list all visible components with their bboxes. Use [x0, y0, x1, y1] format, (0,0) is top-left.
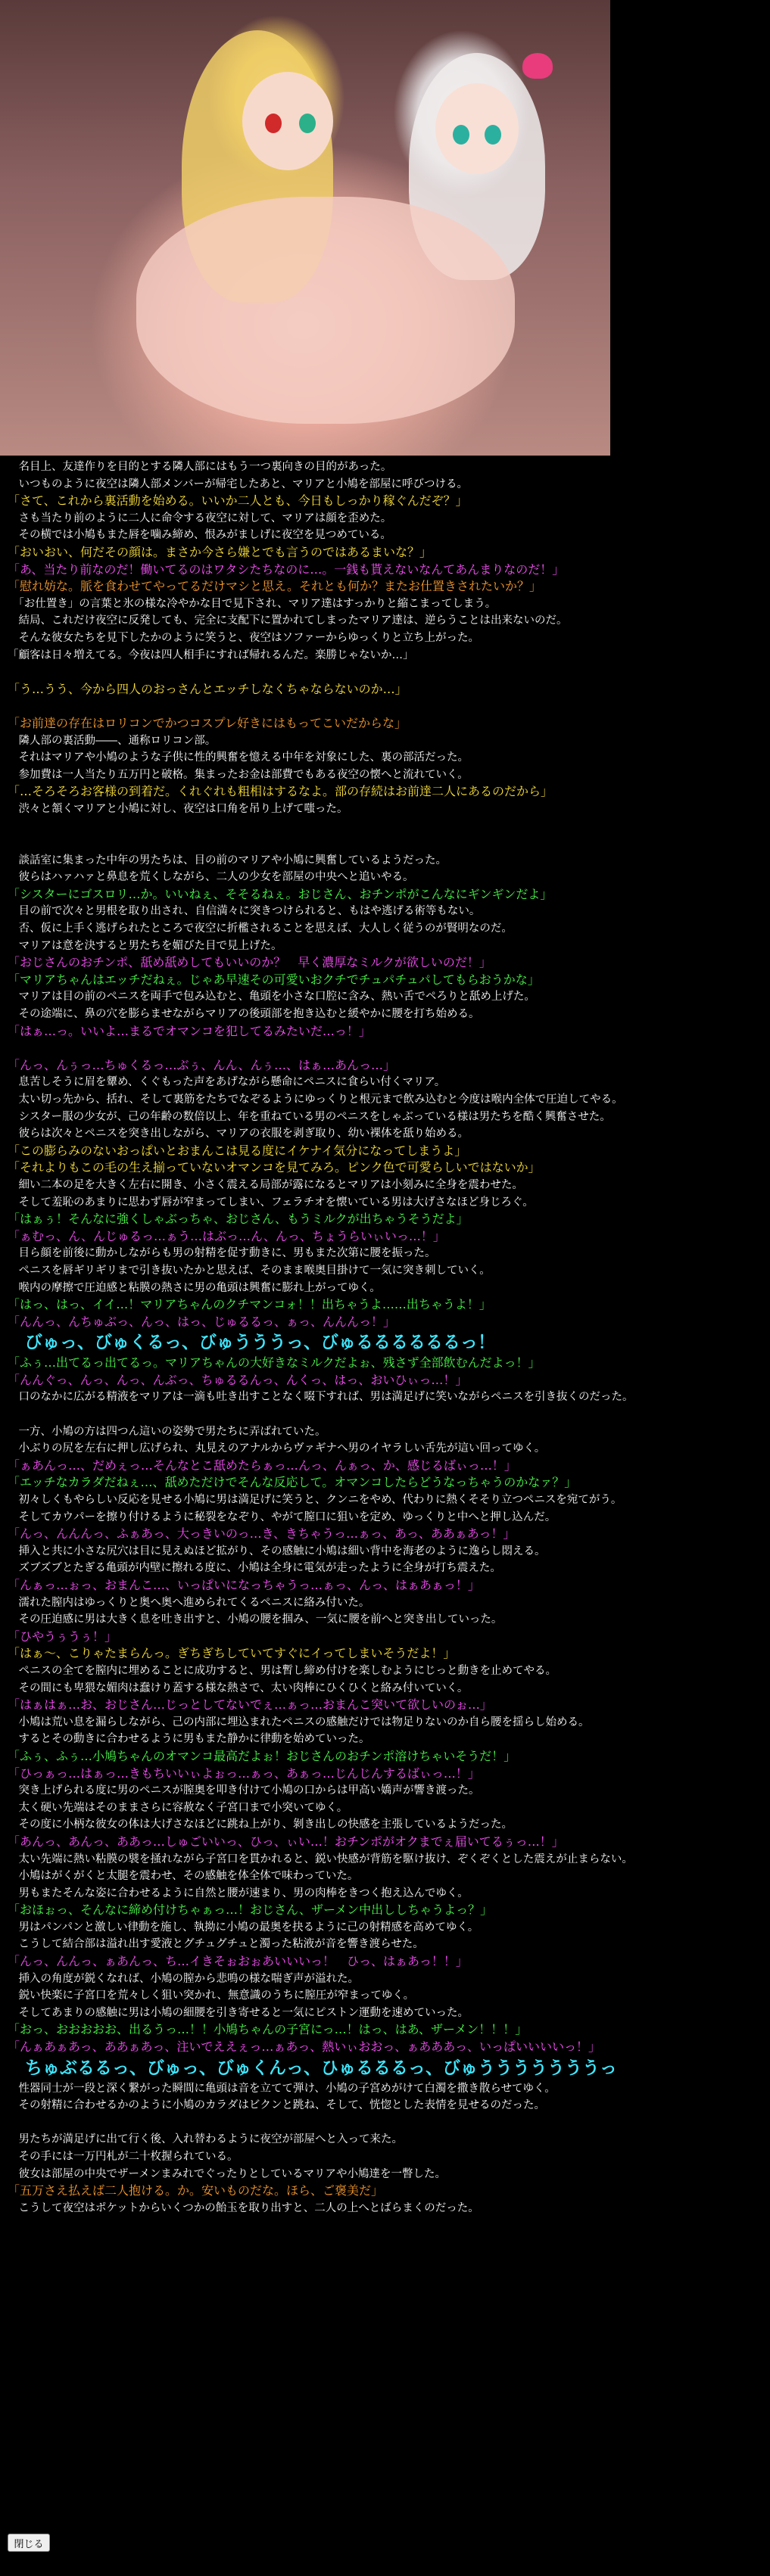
dialogue-line: 「おっ、おおおおお、出るうっ…！！小鳩ちゃんの子宮にっ…！はっ、はあ、ザーメン！！！」	[8, 2022, 528, 2037]
dialogue-line: 「んぁっ…ぉっ、おまんこ…、いっぱいになっちゃうっ…ぁっ、んっ、はぁあぁっ！」	[8, 1578, 480, 1592]
narration-line: さも当たり前のように二人に命令する夜空に対して、マリアは顔を歪めた。	[8, 512, 392, 524]
narration-line: そしてあまりの感触に男は小鳩の細腰を引き寄せると一気にピストン運動を速めていった。	[8, 2006, 469, 2019]
narration-line: 太く硬い先端はそのままさらに容赦なく子宮口まで小突いてゆく。	[8, 1801, 348, 1814]
narration-line: シスター服の少女が、己の年齢の数倍以上、年を重ねている男のペニスをしゃぶっている様は男たちを酷く興奮させた。	[8, 1110, 611, 1123]
narration-line: 「お仕置き」の言葉と氷の様な冷やかな目で見下され、マリア達はすっかりと縮こまってしまう。	[8, 597, 497, 610]
narration-line: 挿入の角度が鋭くなれば、小鳩の膣から悲鳴の様な喘ぎ声が溢れた。	[8, 1972, 359, 1985]
narration-line: 息苦しそうに眉を顰め、くぐもった声をあげながら懸命にペニスに食らい付くマリア。	[8, 1076, 446, 1089]
blonde-face	[242, 72, 333, 170]
heart-ribbon-icon	[522, 53, 553, 79]
narration-line: 小鳩はがくがくと太腿を震わせ、その感触を体全体で味わっていた。	[8, 1870, 359, 1883]
narration-line: そんな彼女たちを見下したかのように笑うと、夜空はソファーからゆっくりと立ち上がった。	[8, 631, 480, 644]
dialogue-line: 「ひっぁっ…はぁっ…きもちいいぃよぉっ…ぁっ、あぁっ…じんじんするばぃっ…！」	[8, 1766, 480, 1781]
narration-line: 目ら顔を前後に動かしながらも男の射精を促す動きに、男もまた次第に腰を振った。	[8, 1247, 436, 1260]
red-eye	[265, 114, 282, 133]
narration-line: 突き上げられる度に男のペニスが膣奥を叩き付けて小鳩の口からは甲高い嬌声が響き渡った。	[8, 1784, 480, 1797]
dialogue-line: 「ぁあんっ…、だめぇっ…そんなとこ舐めたらぁっ…んっ、んぁっ、か、感じるばぃっ…！」	[8, 1458, 516, 1473]
dialogue-line: 「ふぅ…出てるっ出てるっ。マリアちゃんの大好きなミルクだよぉ、残さず全部飲むんだよっ！」	[8, 1355, 541, 1370]
dialogue-line: 「おほぉっ、そんなに締め付けちゃぁっ…！おじさん、ザーメン中出ししちゃうよっ？」	[8, 1902, 493, 1918]
teal-eye-right	[485, 125, 501, 145]
narration-line: 初々しくもやらしい反応を見せる小鳩に男は満足げに笑うと、クンニをやめ、代わりに熱くそそり立つペニスを宛てがう。	[8, 1494, 622, 1507]
narration-line: 男もまたそんな姿に合わせるように自然と腰が速まり、男の肉棒をきつく抱え込んでゆく。	[8, 1887, 469, 1899]
green-eye	[299, 114, 316, 133]
narration-line: マリアは意を決すると男たちを媚びた目で見上げた。	[8, 939, 282, 952]
narration-line: いつものように夜空は隣人部メンバーが帰宅したあと、マリアと小鳩を部屋に呼びつける。	[8, 478, 468, 490]
narration-line: 彼らは次々とペニスを突き出しながら、マリアの衣服を剥ぎ取り、幼い裸体を舐り始める。	[8, 1128, 469, 1140]
narration-line: 男たちが満足げに出て行く後、入れ替わるように夜空が部屋へと入って来た。	[8, 2133, 403, 2146]
dialogue-line: 「この膨らみのないおっぱいとおまんこは見る度にイケナイ気分になってしまうよ」	[8, 1143, 467, 1158]
dialogue-line: 「はぁ…っ。いいよ…まるでオマンコを犯してるみたいだ…っ！」	[8, 1023, 371, 1038]
narration-line: 談話室に集まった中年の男たちは、目の前のマリアや小鳩に興奮しているようだった。	[8, 854, 447, 866]
narration-line: その途端に、鼻の穴を膨らませながらマリアの後頭部を抱き込むと緩やかに腰を打ち始める。	[8, 1008, 480, 1020]
narration-line: 濡れた膣内はゆっくりと奥へ奥へ進められてくるペニスに絡み付いた。	[8, 1596, 370, 1609]
narration-line: 参加費は一人当たり五万円と破格。集まったお金は部費でもある夜空の懐へと流れていく。	[8, 768, 469, 781]
narration-line: そしてカウパーを擦り付けるように秘裂をなぞり、やがて膣口に狙いを定め、ゆっくりと中へと押し込んだ。	[8, 1510, 556, 1523]
blank-line	[8, 2114, 765, 2132]
illustration	[0, 0, 610, 456]
narration-line: 目の前で次々と男根を取り出され、自信満々に突きつけられると、もはや逃げる術等もない。	[8, 905, 481, 918]
dialogue-line: 「んぁあぁあっ、ああぁあっ、注いでええぇっ…ぁあっ、熱いぃおおっ、ぁあああっ、いっぱいいいいっ！」	[8, 2039, 601, 2055]
narration-line: その手には一万円札が二十枚握られている。	[8, 2151, 238, 2163]
narration-line: 挿入と共に小さな尻穴は目に見えぬほど拡がり、その感触に小鳩は細い背中を海老のように逸らし悶える。	[8, 1545, 546, 1557]
figures	[136, 197, 515, 424]
dialogue-line: 「シスターにゴスロリ…か。いいねぇ、そそるねぇ。おじさん、おチンポがこんなにギンギンだよ」	[8, 886, 553, 901]
sound-effect-line: ちゅぶるるっ、びゅっ、びゅくんっ、ひゅるるるっ、びゅうううううううっ	[8, 2058, 617, 2078]
dialogue-line: 「はぁはぁ…お、おじさん…じっとしてないでぇ…ぁっ…おまんこ突いて欲しいのぉ…」	[8, 1697, 492, 1713]
narration-line: 小鳩は荒い息を漏らしながら、己の内部に埋込まれたペニスの感触だけでは物足りないのか自ら腰を揺らし始める。	[8, 1716, 590, 1728]
dialogue-line: 「んんっ、んちゅぶっ、んっ、はっ、じゅるるっ、ぁっ、んんんっ！」	[8, 1314, 396, 1329]
dialogue-line: 「あんっ、あんっ、ああっ…しゅごいいっ、ひっ、ぃい…！おチンポがオクまでぇ届いてるぅっ…！」	[8, 1834, 564, 1849]
narration-line: ペニスを唇ギリギリまで引き抜いたかと思えば、そのまま喉奥目掛けて一気に突き刺していく。	[8, 1264, 491, 1277]
narration-line: 渋々と頷くマリアと小鳩に対し、夜空は口角を吊り上げて嗤った。	[8, 802, 348, 815]
blank-line	[8, 664, 765, 681]
dialogue-line: 「慰れ妨な。脈を食わせてやってるだけマシと思え。それとも何か？またお仕置きされたいか？」	[8, 579, 541, 594]
narration-line: 太い先端に熱い粘膜の襞を掻れながら子宮口を貫かれると、鋭い快感が背筋を駆け抜け、ぞくぞくとした震えが止まらない。	[8, 1853, 633, 1865]
dialogue-line: 「う…うう、今から四人のおっさんとエッチしなくちゃならないのか…」	[8, 681, 407, 696]
narration-line: その射精に合わせるかのように小鳩のカラダはビクンと跳ね、そして、恍惚とした表情を見せるのだった。	[8, 2099, 546, 2112]
blank-line	[8, 1040, 765, 1057]
blank-line	[8, 817, 765, 835]
dialogue-line: 「ぁむっ、ん、んじゅるっ…ぁう…はぶっ…ん、んっ、ちょうらいぃいっ…！」	[8, 1228, 445, 1243]
dialogue-line: 「ひやうぅうぅ！」	[8, 1629, 117, 1644]
narration-line: 太い切っ先から、括れ、そして裏筋をたちでなぞるようにゆっくりと根元まで飲み込むと今度は喉内全体で圧迫してやる。	[8, 1093, 623, 1106]
narration-line: 鋭い快楽に子宮口を荒々しく狙い突かれ、無意識のうちに膣圧が窄まってゆく。	[8, 1990, 415, 2002]
story-text	[8, 459, 765, 2217]
sound-effect-line: びゅっ、びゅくるっ、びゅうううっ、びゅるるるるるるっ！	[8, 1333, 495, 1353]
dialogue-line: 「エッチなカラダだねぇ…、舐めただけでそんな反応して。オマンコしたらどうなっちゃうのかなァ？」	[8, 1475, 577, 1490]
blank-line	[8, 835, 765, 852]
narration-line: それはマリアや小鳩のような子供に性的興奮を憶える中年を対象にした、裏の部活だった。	[8, 751, 469, 764]
narration-line: 結局、これだけ夜空に反発しても、完全に支配下に置かれてしまったマリア達は、逆らうことは出来ないのだ。	[8, 614, 568, 627]
dialogue-line: 「あ、当たり前なのだ！働いてるのはワタシたちなのに…。一銭も貰えないなんてあんまりなのだ！」	[8, 562, 565, 577]
narration-line: 小ぶりの尻を左右に押し広げられ、丸見えのアナルからヴァギナへ男のイヤラしい舌先が這い回ってゆく。	[8, 1442, 546, 1455]
dialogue-line: 「さて、これから裏活動を始める。いいか二人とも、今日もしっかり稼ぐんだぞ？」	[8, 493, 468, 509]
narration-line: そして羞恥のあまりに思わず唇が窄まってしまい、フェラチオを懐いている男は大げさなほど身じろぐ。	[8, 1196, 534, 1209]
narration-line: 彼女は部屋の中央でザーメンまみれでぐったりとしているマリアや小鳩達を一瞥した。	[8, 2167, 446, 2180]
narration-line: 性器同士が一段と深く繋がった瞬間に亀頭は音を立てて弾け、小鳩の子宮めがけて白濁を撒き散らせてゆく。	[8, 2082, 556, 2095]
narration-line: その横では小鳩もまた唇を噛み締め、恨みがましげに夜空を見つめている。	[8, 529, 391, 542]
dialogue-line: 「んんぐっ、んっ、んっ、んぶっ、ちゅるるんっ、んくっ、はっ、おいひぃっ…！」	[8, 1372, 468, 1387]
dialogue-line: 「ふぅ、ふぅ…小鳩ちゃんのオマンコ最高だよぉ！おじさんのおチンポ溶けちゃいそうだ！」	[8, 1748, 516, 1763]
narration-line: 細い二本の足を大きく左右に開き、小さく震える局部が露になるとマリアは小刻みに全身を震わせた。	[8, 1178, 523, 1191]
dialogue-line: 「五万さえ払えば二人抱ける。か。安いものだな。ほら、ご褒美だ」	[8, 2183, 384, 2198]
narration-line: 隣人部の裏活動――、通称ロリコン部。	[8, 734, 217, 747]
blank-line	[8, 1406, 765, 1423]
dialogue-line: 「はぁ～、こりゃたまらんっ。ぎちぎちしていてすぐにイってしまいそうだよ！」	[8, 1646, 456, 1661]
narration-line: 喉内の摩擦で圧迫感と粘膜の熱さに男の亀頭は興奮に膨れ上がってゆく。	[8, 1281, 381, 1294]
narration-line: ペニスの全てを膣内に埋めることに成功すると、男は暫し締め付けを楽しむようにじっと動きを止めてやる。	[8, 1664, 556, 1677]
narration-line: 男はパンパンと激しい律動を施し、執拗に小鳩の最奥を抉るように己の射精感を高めてゆく。	[8, 1921, 479, 1934]
dialogue-line: 「んっ、んんっ、ぁあんっ、ち…イきそぉおぉあいいいっ！ ひっ、はぁあっ！！」	[8, 1954, 468, 1969]
narration-line: 口のなかに広がる精液をマリアは一滴も吐き出すことなく啜下すれば、男は満足げに笑いながらペニスを引き抜くのだった。	[8, 1391, 634, 1404]
narration-line: 「顧客は日々増えてる。今夜は四人相手にすれば帰れるんだ。楽勝じゃないか…」	[8, 649, 414, 661]
dialogue-line: 「マリアちゃんはエッチだねぇ。じゃあ早速その可愛いおクチでチュパチュパしてもらおうかな」	[8, 972, 540, 987]
narration-line: ズブズブとたぎる亀頭が内壁に擦れる度に、小鳩は全身に電気が走ったように全身が打ち震えた。	[8, 1562, 501, 1575]
dialogue-line: 「はっ、はっ、イイ…！マリアちゃんのクチマンコォ！！出ちゃうよ……出ちゃうよ！」	[8, 1297, 491, 1312]
dialogue-line: 「おいおい、何だその顔は。まさか今さら嫌とでも言うのではあるまいな？」	[8, 544, 432, 559]
narration-line: マリアは目の前のペニスを両手で包み込むと、亀頭を小さな口腔に含み、熱い舌でペろりと舐め上げた。	[8, 991, 535, 1003]
dialogue-line: 「はぁぅ！そんなに強くしゃぶっちゃ、おじさん、もうミルクが出ちゃうそうだよ」	[8, 1212, 469, 1227]
close-button[interactable]: 閉じる	[8, 2534, 50, 2552]
narration-line: こうして結合部は溢れ出す愛液とグチュグチュと濁った粘液が音を響き渡らせた。	[8, 1938, 424, 1951]
dialogue-line: 「それよりもこの毛の生え揃っていないオマンコを見てみろ。ピンク色で可愛らしいではないか」	[8, 1160, 541, 1175]
teal-eye-left	[453, 125, 469, 145]
narration-line: するとその動きに合わせるように男もまた静かに律動を始めていった。	[8, 1733, 370, 1746]
dialogue-line: 「おじさんのおチンポ、舐め舐めしてもいいのか？ 早く濃厚なミルクが欲しいのだ！」	[8, 955, 491, 970]
narration-line: その間にも卑猥な媚肉は蠢けり蓋する様な熱さで、太い肉棒にひくひくと絡み付いていく。	[8, 1682, 469, 1694]
dialogue-line: 「お前達の存在はロリコンでかつコスプレ好きにはもってこいだからな」	[8, 715, 407, 730]
narration-line: 彼らはハァハァと鼻息を荒くしながら、二人の少女を部屋の中央へと追いやる。	[8, 871, 414, 884]
blank-line	[8, 698, 765, 715]
dialogue-line: 「んっ、んんんっ、ふぁあっ、大っきいのっ…き、きちゃうっ…ぁっ、あっ、ああぁあっ！」	[8, 1526, 516, 1542]
narration-line: 一方、小鳩の方は四つん這いの姿勢で男たちに弄ばれていた。	[8, 1425, 326, 1438]
narration-line: こうして夜空はポケットからいくつかの飴玉を取り出すと、二人の上へとばらまくのだった。	[8, 2201, 479, 2214]
narration-line: 否、仮に上手く逃げられたところで夜空に折檻されることを思えば、大人しく従うのが賢明なのだ。	[8, 922, 513, 935]
white-face	[435, 83, 519, 174]
dialogue-line: 「…そろそろお客様の到着だ。くれぐれも粗相はするなよ。部の存続はお前達二人にあるのだから」	[8, 784, 553, 799]
narration-line: その度に小柄な彼女の体は大げさなほどに跳ね上がり、剝き出しの快感を主張しているようだった。	[8, 1818, 513, 1831]
narration-line: 名目上、友達作りを目的とする隣人部にはもう一つ裏向きの目的があった。	[8, 461, 392, 473]
dialogue-line: 「んっ、んぅっ…ちゅくるっ…ぶぅ、んん、んぅ…、はぁ…あんっ…」	[8, 1057, 396, 1072]
narration-line: その圧迫感に男は大きく息を吐き出すと、小鳩の腰を掴み、一気に腰を前へと突き出していった。	[8, 1613, 503, 1626]
